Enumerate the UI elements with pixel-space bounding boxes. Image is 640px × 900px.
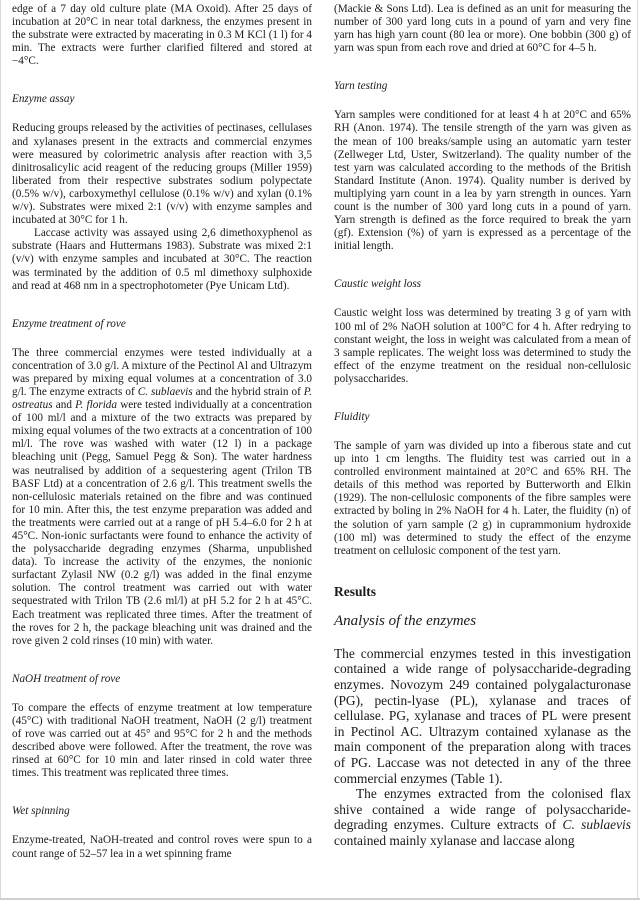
spacer	[12, 331, 312, 347]
section-heading-enzyme-treatment: Enzyme treatment of rove	[12, 317, 126, 330]
spacer	[12, 68, 312, 93]
species-name: P. florida	[75, 399, 117, 412]
continued-paragraph: (Mackie & Sons Ltd). Lea is defined as an unit for measuring the number of 300 yard long cuts in a pound of yarn and very fine yarn has high yarn count (80 lea or more). One bobbin (300 g) of yarn was spun from each rove and dried at 60°C for 4–5 h.	[334, 3, 631, 55]
section-heading-wet-spinning: Wet spinning	[12, 805, 70, 818]
spacer	[334, 253, 631, 278]
spacer	[12, 780, 312, 805]
body-paragraph: The three commercial enzymes were tested individually at a concentration of 3.0 g/l. A mixture of the Pectinol Al and Ultrazym was prepared by mixing equal volumes at a concentration of 3.0 g/l. The enzyme extracts of C. sublaevis and the hybrid strain of P. ostreatus and P. florida were tested individually at a concentration of 100 ml/l and a mixture of the two extracts was prepared by mixing equal volumes of the two extracts at a concentration of 100 ml/l. The rove was washed with water (12 l) in a package bleaching unit (Pegg, Samuel Pegg & Son). The water hardness was neutralised by addition of a sequestering agent (Trilon TB BASF Ltd) at a concentration of 2.6 g/l. This treatment swells the non-cellulosic materials retained on the fibre and was continued for 10 min. After this, the test enzyme preparation was added and the treatments were carried out at a range of pH 5.4–6.0 for 2 h at 45°C. Non-ionic surfactants were found to enhance the activity of the polysaccharide degrading enzymes (Sharma, unpublished data). To increase the activity of the enzymes, the nonionic surfactant Zylasil NW (0.2 g/l) was added in the final enzyme solution. The control treatment was carried out with water sequestrated with Trilon TB (2.6 ml/l) at pH 5.2 for 2 h at 45°C. Each treatment was replicated three times. After the treatment of the roves for 2 h, the package bleaching unit was drained and the rove given 2 cold rinses (10 min) with water.	[12, 346, 312, 647]
results-heading: Results	[334, 583, 377, 599]
spacer	[334, 600, 631, 612]
results-subheading: Analysis of the enzymes	[334, 612, 477, 629]
spacer	[334, 630, 631, 646]
body-paragraph: Yarn samples were conditioned for at least 4 h at 20°C and 65% RH (Anon. 1974). The tensile strength of the yarn was given as the mean of 100 breaks/sample using an automatic yarn tester (Zellweger Ltd, Uster, Switzerland). The quality number of the test yarn was calculated according to the methods of the British Standard Institute (Anon. 1974). Quality number is derived by multiplying yarn count in a lea by yarn strength in ounces. Yarn count is the number of 300 yard long cuts in a pound of yarn. Yarn strength is defined as the force required to break the yarn (gf). Extension (%) of yarn is expressed as a percentage of the initial length.	[334, 109, 631, 253]
body-paragraph: Laccase activity was assayed using 2,6 dimethoxyphenol as substrate (Haars and Huttermans 1983). Substrate was mixed 2:1 (v/v) with enzyme samples and incubated at 30°C. The reaction was terminated by the addition of 0.5 ml dimethoxy sulphoxide and read at 468 nm in a spectrophotometer (Pye Unicam Ltd).	[12, 227, 312, 292]
spacer	[334, 424, 631, 440]
body-paragraph: The sample of yarn was divided up into a fiberous state and cut up into 1 cm lengths. The fluidity test was carried out in a controlled environment maintained at 20°C and 65% RH. The details of this method was reported by Butterworth and Elkin (1929). The non-cellulosic components of the fibre samples were extracted by boling in 2% NaOH for 4 h. Later, the fluidity (n) of the solution of yarn sample (2 g) in cuprammonium hydroxide (100 ml) was determined to study the effect of the enzyme treatment on cellulosic component of the test yarn.	[334, 439, 631, 557]
body-paragraph: Caustic weight loss was determined by treating 3 g of yarn with 100 ml of 2% NaOH solution at 100°C for 4 h. After redrying to constant weight, the loss in weight was calculated from a mean of 3 sample replicates. The weight loss was determined to study the effect of the enzyme treatment on the residual non-cellulosic polysaccharides.	[334, 307, 631, 385]
section-heading-caustic-weight-loss: Caustic weight loss	[334, 278, 422, 291]
spacer	[12, 686, 312, 702]
spacer	[334, 93, 631, 109]
right-column	[334, 3, 631, 849]
spacer	[12, 818, 312, 834]
section-heading-yarn-testing: Yarn testing	[334, 80, 388, 93]
body-paragraph: Reducing groups released by the activities of pectinases, cellulases and xylanases present in the extracts and commercial enzymes were measured by colorimetric analysis after reaction with 3,5 dinitrosalicylic acid reagent of the reducing groups (Miller 1959) liberated from their respective substrates sodium polypectate (0.5% w/v), carboxymethyl cellulose (0.1% w/v) and xylan (0.1% w/v). Substrates were mixed 2:1 (v/v) with enzyme samples and incubated at 30°C for 1 h.	[12, 122, 312, 227]
section-heading-fluidity: Fluidity	[334, 410, 370, 423]
spacer	[334, 55, 631, 80]
results-paragraph: The commercial enzymes tested in this investigation contained a wide range of polysaccharide-degrading enzymes. Novozym 249 contained polygalacturonase (PG), pectin-lyase (PL), xylanase and traces of cellulase. PG, xylanase and traces of PL were present in Pectinol AC. Ultrazym contained xylanase as the main component of the preparation along with traces of PG. Laccase was not detected in any of the three commercial enzymes (Table 1).	[334, 645, 631, 786]
page-border-left	[0, 0, 1, 900]
spacer	[334, 386, 631, 411]
body-paragraph: Enzyme-treated, NaOH-treated and control roves were spun to a count range of 52–57 lea in a wet spinning frame	[12, 834, 312, 860]
species-name: C. sublaevis	[562, 817, 631, 833]
species-name: C. sublaevis	[137, 385, 193, 398]
spacer	[12, 106, 312, 122]
section-heading-naoh-treatment: NaOH treatment of rove	[12, 672, 121, 685]
spacer	[334, 291, 631, 307]
section-heading-enzyme-assay: Enzyme assay	[12, 93, 75, 106]
body-paragraph: To compare the effects of enzyme treatment at low temperature (45°C) with traditional NaOH treatment, NaOH (2 g/l) treatment of rove was carried out at 45° and 95°C for 2 h and the methods described above were followed. After the treatment, the rove was rinsed at 60°C for 10 min and later rinsed in cold water three times. This treatment was replicated three times.	[12, 701, 312, 780]
spacer	[12, 648, 312, 673]
species-name: P. ostreatus	[12, 385, 312, 412]
continued-paragraph: edge of a 7 day old culture plate (MA Oxoid). After 25 days of incubation at 20°C in near total darkness, the enzymes present in the substrate were extracted by macerating in 0.3 M KCl (1 l) for 4 min. The extracts were further clarified filtered and stored at −4°C.	[12, 3, 312, 68]
left-column	[12, 3, 312, 861]
page-border-right	[637, 0, 638, 900]
spacer	[334, 558, 631, 584]
spacer	[12, 293, 312, 318]
results-paragraph: The enzymes extracted from the colonised flax shive contained a wide range of polysaccharide-degrading enzymes. Culture extracts of C. sublaevis contained mainly xylanase and laccase along	[334, 786, 631, 848]
